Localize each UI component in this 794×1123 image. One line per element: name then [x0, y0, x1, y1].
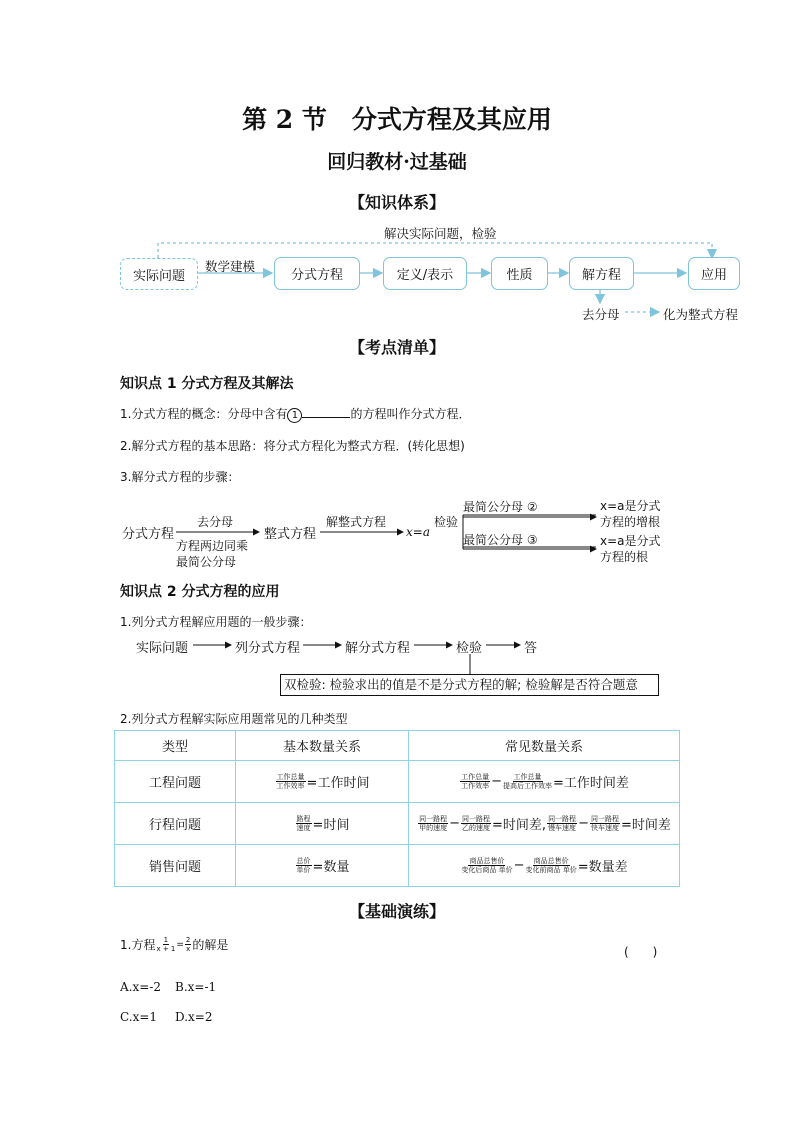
fraction — [461, 857, 512, 874]
frac-num: 工作总量 — [461, 773, 490, 781]
steps-result-extraneous-2: 方程的增根 — [600, 515, 661, 529]
page-title: 第 2 节 分式方程及其应用 — [242, 105, 552, 134]
minus-sign: − — [449, 816, 461, 831]
steps-integral-equation: 整式方程 — [264, 527, 317, 542]
frac-num: 同一路程 — [419, 815, 448, 823]
frac-num: 商品总售价 — [469, 857, 505, 865]
fraction — [418, 815, 448, 832]
section-checklist: 【考点清单】 — [348, 338, 445, 357]
fraction — [296, 857, 312, 874]
minus-sign: − — [491, 774, 502, 789]
frac-num: 工作总量 — [276, 773, 305, 781]
table-row — [115, 803, 680, 845]
kp2-heading: 知识点 2 分式方程的应用 — [120, 584, 280, 600]
frac-rhs: =工作时间差 — [553, 776, 629, 791]
frac-den: 变化前商品 单价 — [525, 866, 577, 874]
fraction — [156, 936, 175, 953]
frac-rhs: =数量差 — [577, 860, 628, 875]
frac-den: 单价 — [296, 866, 311, 874]
frac-num: 总价 — [296, 857, 311, 865]
app-step-set-equation: 列分式方程 — [235, 641, 301, 656]
steps-remove-denominator: 去分母 — [197, 515, 234, 529]
flow-box-fractional-equation: 分式方程 — [274, 257, 360, 290]
flow-modeling-label: 数学建模 — [205, 259, 256, 274]
steps-check: 检验 — [434, 515, 459, 529]
section-practice: 【基础演练】 — [348, 902, 445, 921]
frac-num: 路程 — [296, 815, 311, 823]
steps-branch-root: 最简公分母 ③ — [463, 533, 538, 547]
frac-den: x + 1 — [156, 945, 176, 953]
frac-rhs: =工作时间 — [306, 776, 370, 791]
page-subtitle: 回归教材·过基础 — [327, 151, 467, 173]
minus-sign: − — [513, 858, 525, 873]
flow-box-property: 性质 — [491, 257, 548, 290]
fraction — [460, 773, 490, 790]
app-step-real-problem: 实际问题 — [136, 641, 189, 656]
flow-box-application: 应用 — [688, 257, 740, 290]
table-header-row — [115, 731, 680, 761]
steps-result-root-2: 方程的根 — [600, 550, 649, 564]
table-row — [115, 845, 680, 887]
table-cell-type: 工程问题 — [115, 761, 236, 803]
app-step-answer: 答 — [524, 641, 538, 656]
table-cell-type: 销售问题 — [115, 845, 236, 887]
steps-lcd: 最简公分母 — [176, 555, 237, 569]
section-knowledge-system: 【知识体系】 — [348, 193, 445, 212]
frac-den: 工作效率 — [276, 782, 305, 790]
minus-sign: − — [578, 816, 589, 831]
frac-mid: =时间差, — [492, 818, 547, 833]
frac-num: 同一路程 — [590, 815, 619, 823]
relation-table — [114, 730, 680, 887]
fraction — [547, 815, 577, 832]
frac-den: 乙的速度 — [462, 824, 491, 832]
kp1-item2: 2.解分式方程的基本思路：将分式方程化为整式方程．(转化思想) — [120, 439, 465, 453]
q1-prefix: 1.方程 — [120, 938, 156, 952]
blank-marker-1: 1 — [287, 408, 302, 423]
fraction — [590, 815, 620, 832]
frac-rhs: =数量 — [312, 860, 350, 875]
table-cell-basic — [236, 845, 409, 887]
table-header-common: 常见数量关系 — [409, 731, 680, 761]
flow-box-real-problem: 实际问题 — [120, 258, 198, 290]
table-cell-common — [409, 845, 680, 887]
table-cell-basic — [236, 761, 409, 803]
steps-fractional-equation: 分式方程 — [122, 527, 175, 542]
table-row — [115, 761, 680, 803]
table-cell-basic — [236, 803, 409, 845]
frac-num: 同一路程 — [462, 815, 491, 823]
flow-box-solve: 解方程 — [569, 257, 634, 290]
app-step-check: 检验 — [456, 641, 483, 656]
kp1-heading: 知识点 1 分式方程及其解法 — [120, 376, 294, 392]
frac-den: 快车速度 — [590, 824, 619, 832]
flow-integral: 化为整式方程 — [663, 307, 739, 322]
table-cell-common — [409, 761, 680, 803]
q1-answer-paren: ( ) — [624, 945, 658, 959]
equals-sign: = — [176, 939, 184, 950]
steps-solve-integral: 解整式方程 — [326, 515, 387, 529]
steps-result-extraneous-1: x=a是分式 — [600, 499, 661, 513]
kp1-item1-text: 1.分式方程的概念：分母中含有 — [120, 407, 288, 421]
kp2-item2: 2.列分式方程解实际应用题常见的几种类型 — [120, 712, 348, 726]
frac-den: 甲的速度 — [419, 824, 448, 832]
option-a: A.x=-2 — [120, 980, 161, 994]
table-header-basic: 基本数量关系 — [236, 731, 409, 761]
fraction — [276, 773, 306, 790]
app-step-solve-equation: 解分式方程 — [345, 641, 411, 656]
steps-multiply-both-sides: 方程两边同乘 — [176, 539, 249, 553]
frac-rhs: =时间差 — [620, 818, 671, 833]
fraction — [526, 857, 577, 874]
table-header-type: 类型 — [115, 731, 236, 761]
frac-rhs: =时间 — [312, 818, 350, 833]
frac-num: 2 — [185, 936, 191, 944]
steps-result-root-1: x=a是分式 — [600, 534, 661, 548]
fraction — [185, 936, 191, 953]
fraction — [296, 815, 312, 832]
kp2-item1: 1.列分式方程解应用题的一般步骤： — [120, 615, 312, 629]
steps-branch-extraneous: 最简公分母 ② — [463, 500, 538, 514]
frac-num: 工作总量 — [513, 773, 542, 781]
q1-suffix: 的解是 — [192, 938, 229, 952]
kp1-item1-post: 的方程叫作分式方程． — [350, 407, 471, 421]
option-c: C.x=1 — [120, 1010, 158, 1024]
flow-top-label: 解决实际问题，检验 — [384, 226, 497, 241]
frac-den: 变化后商品 单价 — [461, 866, 513, 874]
option-d: D.x=2 — [175, 1010, 213, 1024]
steps-x-equals-a: x=a — [406, 525, 430, 539]
fraction — [461, 815, 491, 832]
frac-num: 商品总售价 — [533, 857, 569, 865]
fraction — [503, 773, 552, 790]
table-cell-type: 行程问题 — [115, 803, 236, 845]
question-1 — [120, 936, 228, 953]
double-check-note: 双检验: 检验求出的值是不是分式方程的解; 检验解是否符合题意 — [280, 674, 659, 696]
table-cell-common — [409, 803, 680, 845]
frac-den: 提高后工作效率 — [503, 782, 552, 790]
frac-den: 速度 — [296, 824, 311, 832]
frac-num: 同一路程 — [548, 815, 577, 823]
flow-denominator: 去分母 — [582, 307, 620, 322]
frac-den: x — [186, 945, 191, 953]
flow-box-definition: 定义/表示 — [383, 257, 467, 290]
frac-den: 慢车速度 — [548, 824, 577, 832]
frac-num: 1 — [163, 936, 169, 944]
frac-den: 工作效率 — [461, 782, 490, 790]
option-b: B.x=-1 — [175, 980, 217, 994]
kp1-item3: 3.解分式方程的步骤： — [120, 470, 240, 484]
